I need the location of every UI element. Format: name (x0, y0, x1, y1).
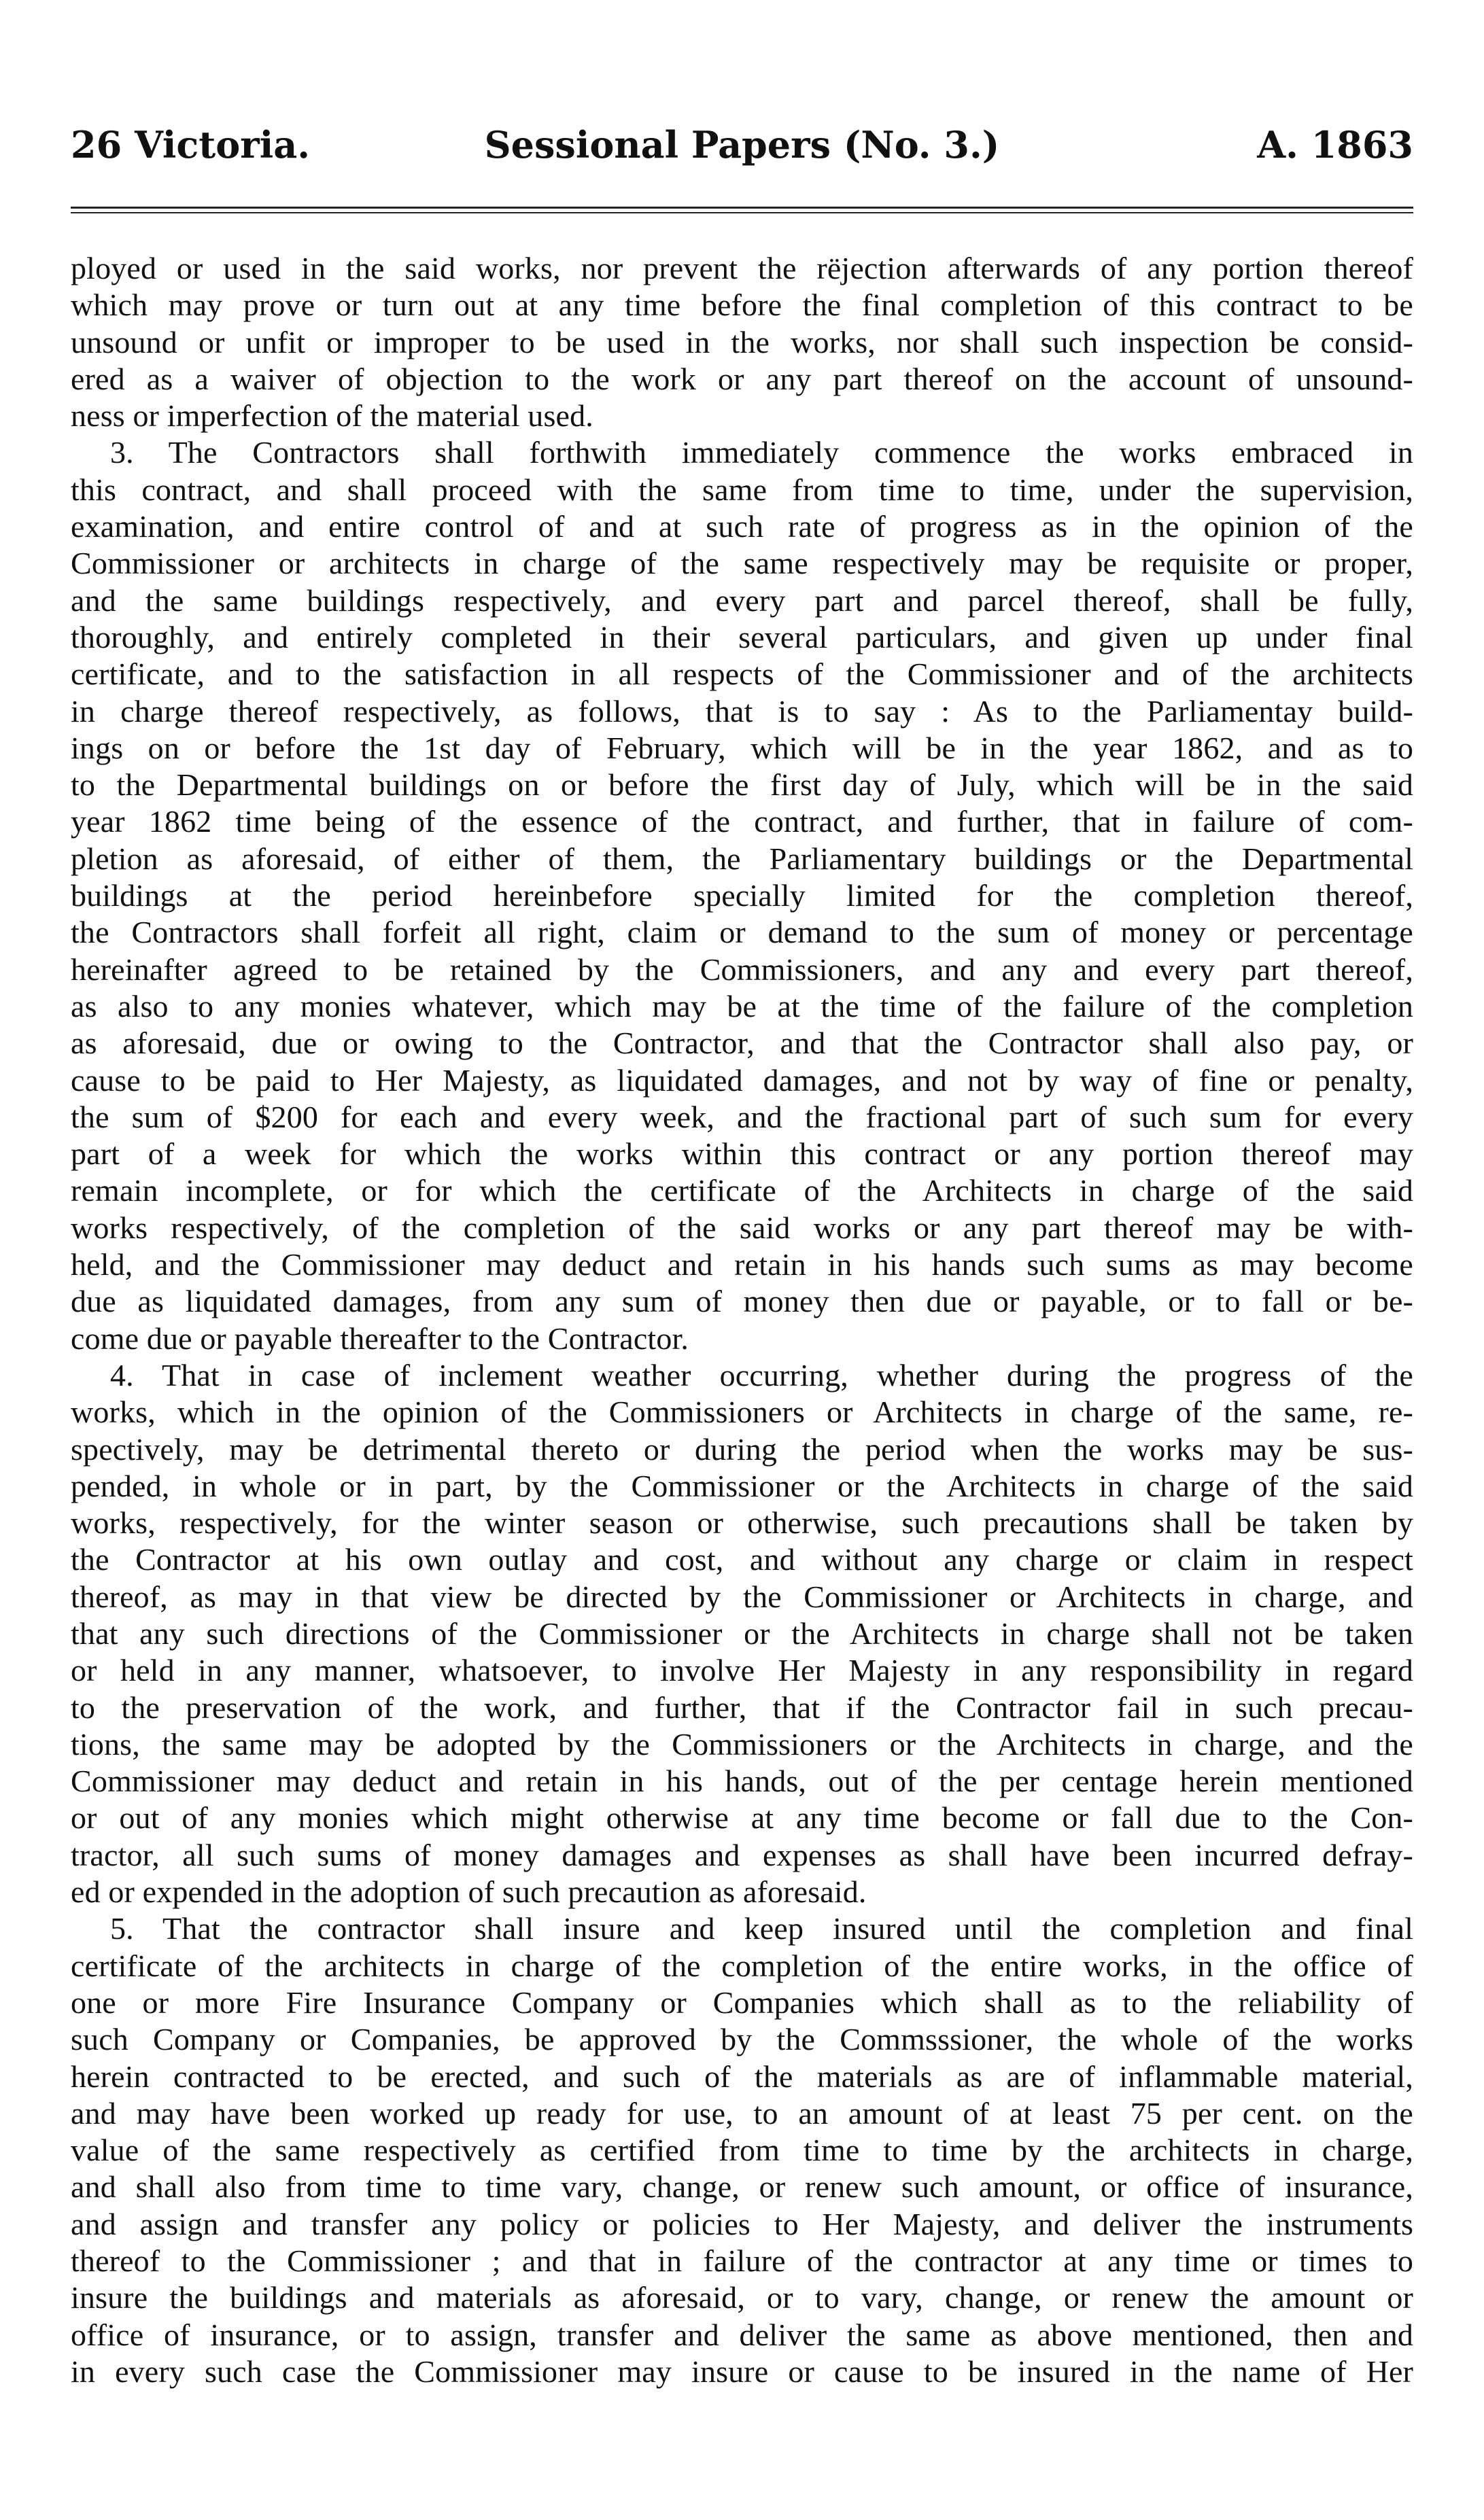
body-line: to the preservation of the work, and further, that if the Contractor fail in such precau- (71, 1690, 1413, 1725)
body-line: to the Departmental buildings on or before the first day of July, which will be in the said (71, 767, 1413, 803)
body-line: the sum of $200 for each and every week, and the fractional part of such sum for every (71, 1099, 1413, 1134)
body-line: and shall also from time to time vary, change, or renew such amount, or office of insurance, (71, 2169, 1413, 2205)
header-year: A. 1863 (1257, 123, 1413, 167)
body-line: 4. That in case of inclement weather occurring, whether during the progress of the (110, 1357, 1413, 1393)
body-line: spectively, may be detrimental thereto or during the period when the works may be sus- (71, 1431, 1413, 1467)
body-line: this contract, and shall proceed with the same from time to time, under the supervision, (71, 472, 1413, 507)
body-line: year 1862 time being of the essence of the contract, and further, that in failure of com- (71, 804, 1413, 839)
body-line: such Company or Companies, be approved by the Commsssioner, the whole of the works (71, 2022, 1413, 2057)
body-line: remain incomplete, or for which the certificate of the Architects in charge of the said (71, 1173, 1413, 1208)
body-line: one or more Fire Insurance Company or Companies which shall as to the reliability of (71, 1984, 1413, 2020)
body-line: ings on or before the 1st day of February, which will be in the year 1862, and as to (71, 730, 1413, 765)
body-line: ed or expended in the adoption of such precaution as aforesaid. (71, 1874, 867, 1910)
body-line: herein contracted to be erected, and such of the materials as are of inflammable material, (71, 2059, 1413, 2094)
body-line: cause to be paid to Her Majesty, as liquidated damages, and not by way of fine or penalty, (71, 1062, 1413, 1098)
body-line: works, respectively, for the winter season or otherwise, such precautions shall be taken by (71, 1505, 1413, 1541)
body-line: buildings at the period hereinbefore specially limited for the completion thereof, (71, 878, 1413, 913)
body-line: that any such directions of the Commissioner or the Architects in charge shall not be taken (71, 1615, 1413, 1651)
body-line: certificate, and to the satisfaction in all respects of the Commissioner and of the architects (71, 657, 1413, 692)
body-line: ness or imperfection of the material used. (71, 398, 593, 434)
body-line: as also to any monies whatever, which may be at the time of the failure of the completion (71, 988, 1413, 1023)
body-line: tractor, all such sums of money damages and expenses as shall have been incurred defray- (71, 1837, 1413, 1872)
body-line: works respectively, of the completion of the said works or any part thereof may be with- (71, 1210, 1413, 1245)
body-line: and the same buildings respectively, and every part and parcel thereof, shall be fully, (71, 582, 1413, 618)
body-line: unsound or unfit or improper to be used in the works, nor shall such inspection be consid- (71, 324, 1413, 360)
header-double-rule (71, 207, 1413, 216)
body-line: insure the buildings and materials as aforesaid, or to vary, change, or renew the amount or (71, 2280, 1413, 2315)
body-line: and may have been worked up ready for use, to an amount of at least 75 per cent. on the (71, 2095, 1413, 2131)
body-line: works, which in the opinion of the Commissioners or Architects in charge of the same, re- (71, 1395, 1413, 1430)
body-text (71, 250, 1413, 2390)
body-line: thereof to the Commissioner ; and that in failure of the contractor at any time or times to (71, 2243, 1413, 2279)
body-line: Commissioner or architects in charge of the same respectively may be requisite or proper, (71, 546, 1413, 581)
body-line: thereof, as may in that view be directed by the Commissioner or Architects in charge, and (71, 1579, 1413, 1614)
body-line: which may prove or turn out at any time before the final completion of this contract to be (71, 287, 1413, 323)
body-line: certificate of the architects in charge of the completion of the entire works, in the office of (71, 1948, 1413, 1983)
body-line: held, and the Commissioner may deduct and retain in his hands such sums as may become (71, 1247, 1413, 1282)
header-rule-line (71, 212, 1413, 213)
body-line: ployed or used in the said works, nor prevent the rëjection afterwards of any portion thereof (71, 251, 1413, 285)
body-line: pletion as aforesaid, of either of them, the Parliamentary buildings or the Departmental (71, 841, 1413, 876)
running-header (71, 121, 1413, 169)
header-rule-line (71, 207, 1413, 209)
header-title: Sessional Papers (No. 3.) (484, 123, 1000, 167)
body-line: pended, in whole or in part, by the Commissioner or the Architects in charge of the said (71, 1468, 1413, 1503)
body-line: Commissioner may deduct and retain in his hands, out of the per centage herein mentioned (71, 1764, 1413, 1799)
body-line: or out of any monies which might otherwise at any time become or fall due to the Con- (71, 1800, 1413, 1836)
body-line: or held in any manner, whatsoever, to involve Her Majesty in any responsibility in regard (71, 1653, 1413, 1688)
body-line: 3. The Contractors shall forthwith immediately commence the works embraced in (110, 435, 1413, 470)
body-line: tions, the same may be adopted by the Commissioners or the Architects in charge, and the (71, 1726, 1413, 1762)
body-line: in every such case the Commissioner may insure or cause to be insured in the name of Her (71, 2353, 1413, 2389)
body-line: 5. That the contractor shall insure and keep insured until the completion and final (110, 1911, 1413, 1946)
body-line: the Contractors shall forfeit all right, claim or demand to the sum of money or percentage (71, 915, 1413, 950)
body-line: hereinafter agreed to be retained by the Commissioners, and any and every part thereof, (71, 951, 1413, 987)
body-line: value of the same respectively as certified from time to time by the architects in charge, (71, 2133, 1413, 2168)
body-line: part of a week for which the works within this contract or any portion thereof may (71, 1136, 1413, 1172)
body-line: in charge thereof respectively, as follows, that is to say : As to the Parliamentay build- (71, 693, 1413, 729)
body-line: examination, and entire control of and at such rate of progress as in the opinion of the (71, 509, 1413, 544)
body-line: ered as a waiver of objection to the work or any part thereof on the account of unsound- (71, 361, 1413, 396)
body-line: due as liquidated damages, from any sum of money then due or payable, or to fall or be- (71, 1284, 1413, 1319)
header-session: 26 Victoria. (71, 123, 311, 167)
page-bottom-edge (0, 2487, 1484, 2520)
body-line: and assign and transfer any policy or policies to Her Majesty, and deliver the instruments (71, 2206, 1413, 2241)
body-line: as aforesaid, due or owing to the Contractor, and that the Contractor shall also pay, or (71, 1026, 1413, 1061)
body-line: the Contractor at his own outlay and cost, and without any charge or claim in respect (71, 1542, 1413, 1577)
body-line: thoroughly, and entirely completed in their several particulars, and given up under final (71, 619, 1413, 654)
body-line: office of insurance, or to assign, transfer and deliver the same as above mentioned, then and (71, 2317, 1413, 2352)
body-line: come due or payable thereafter to the Contractor. (71, 1320, 689, 1356)
